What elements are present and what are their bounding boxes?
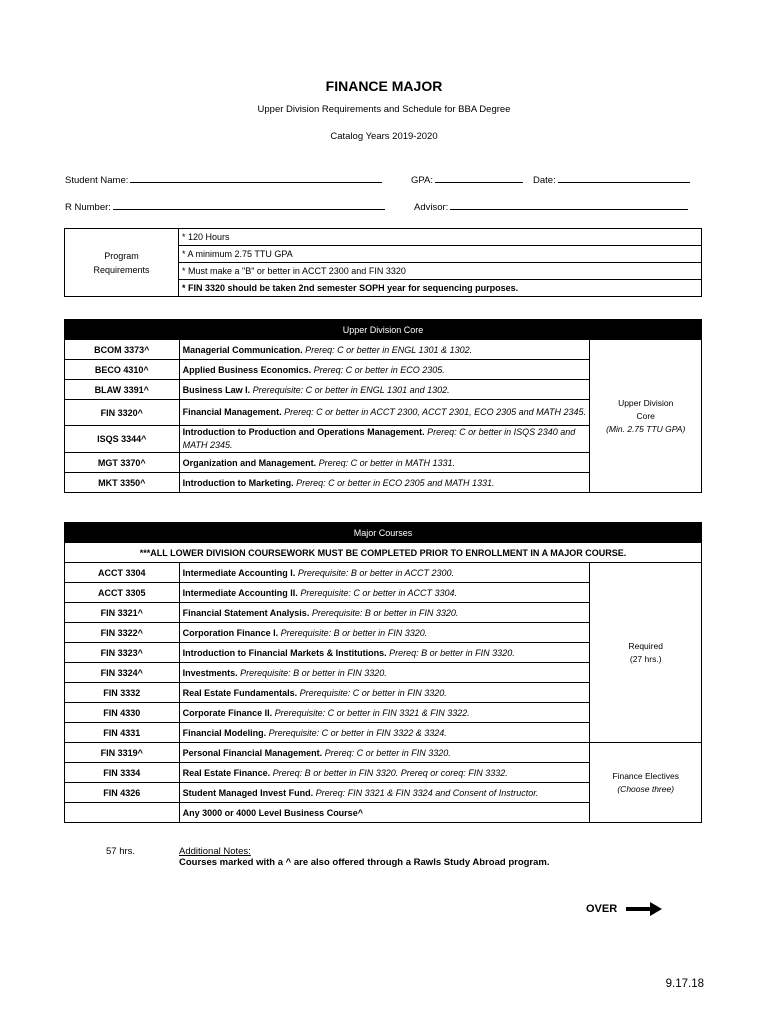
upper-core-side-label: Upper Division Core (Min. 2.75 TTU GPA)	[590, 340, 702, 493]
course-code	[65, 803, 180, 823]
course-code: FIN 3319^	[65, 743, 180, 763]
additional-notes	[179, 846, 550, 868]
course-description: Corporation Finance I. Prerequisite: B or better in FIN 3320.	[179, 623, 590, 643]
advisor-field[interactable]	[414, 200, 688, 213]
gpa-field[interactable]	[411, 173, 523, 186]
gpa-line[interactable]	[435, 173, 523, 183]
course-code: MKT 3350^	[65, 473, 180, 493]
course-description: Intermediate Accounting I. Prerequisite: B or better in ACCT 2300.	[179, 563, 590, 583]
course-description: Financial Statement Analysis. Prerequisite: B or better in FIN 3320.	[179, 603, 590, 623]
course-code: BLAW 3391^	[65, 380, 180, 400]
over-label: OVER	[586, 902, 618, 915]
program-requirements-table	[64, 228, 702, 297]
advisor-line[interactable]	[450, 200, 688, 210]
notes-label: Additional Notes:	[179, 846, 251, 857]
course-code: ACCT 3305	[65, 583, 180, 603]
course-code: FIN 4330	[65, 703, 180, 723]
major-courses-header: Major Courses	[65, 523, 702, 543]
over-indicator	[586, 902, 662, 916]
student-name-line[interactable]	[130, 173, 382, 183]
course-code: FIN 3322^	[65, 623, 180, 643]
catalog-years: Catalog Years 2019-2020	[330, 131, 438, 142]
course-code: BECO 4310^	[65, 360, 180, 380]
total-hours: 57 hrs.	[106, 846, 136, 857]
upper-division-core-table	[64, 319, 702, 493]
course-code: FIN 3332	[65, 683, 180, 703]
requirement-item: * Must make a "B" or better in ACCT 2300 and FIN 3320	[179, 263, 702, 280]
required-side-label: Required (27 hrs.)	[590, 563, 702, 743]
requirement-item: * FIN 3320 should be taken 2nd semester SOPH year for sequencing purposes.	[179, 280, 702, 297]
version-date: 9.17.18	[665, 978, 704, 990]
course-code: FIN 3323^	[65, 643, 180, 663]
course-code: BCOM 3373^	[65, 340, 180, 360]
course-description: Introduction to Production and Operations Management. Prereq: C or better in ISQS 2340 and MATH 2345.	[179, 426, 590, 453]
course-description: Applied Business Economics. Prereq: C or better in ECO 2305.	[179, 360, 590, 380]
course-description: Real Estate Finance. Prereq: B or better in FIN 3320. Prereq or coreq: FIN 3332.	[179, 763, 590, 783]
requirement-item: * 120 Hours	[179, 229, 702, 246]
course-code: FIN 3324^	[65, 663, 180, 683]
gpa-label: GPA:	[411, 175, 433, 186]
student-name-label: Student Name:	[65, 175, 129, 186]
major-courses-table	[64, 522, 702, 823]
course-description: Introduction to Financial Markets & Institutions. Prereq: B or better in FIN 3320.	[179, 643, 590, 663]
date-line[interactable]	[558, 173, 690, 183]
notes-text: Courses marked with a ^ are also offered through a Rawls Study Abroad program.	[179, 857, 550, 868]
course-description: Any 3000 or 4000 Level Business Course^	[179, 803, 590, 823]
date-label: Date:	[533, 175, 556, 186]
requirement-item: * A minimum 2.75 TTU GPA	[179, 246, 702, 263]
course-description: Business Law I. Prerequisite: C or better in ENGL 1301 and 1302.	[179, 380, 590, 400]
course-code: FIN 3334	[65, 763, 180, 783]
course-description: Intermediate Accounting II. Prerequisite: C or better in ACCT 3304.	[179, 583, 590, 603]
course-code: ACCT 3304	[65, 563, 180, 583]
course-description: Financial Modeling. Prerequisite: C or better in FIN 3322 & 3324.	[179, 723, 590, 743]
course-description: Student Managed Invest Fund. Prereq: FIN 3321 & FIN 3324 and Consent of Instructor.	[179, 783, 590, 803]
r-number-line[interactable]	[113, 200, 385, 210]
course-description: Investments. Prerequisite: B or better in FIN 3320.	[179, 663, 590, 683]
course-description: Real Estate Fundamentals. Prerequisite: C or better in FIN 3320.	[179, 683, 590, 703]
course-description: Personal Financial Management. Prereq: C or better in FIN 3320.	[179, 743, 590, 763]
advisor-label: Advisor:	[414, 202, 449, 213]
date-field[interactable]	[533, 173, 690, 186]
page-title: FINANCE MAJOR	[325, 78, 443, 94]
course-code: MGT 3370^	[65, 453, 180, 473]
r-number-field[interactable]	[65, 200, 385, 213]
lower-division-banner: ***ALL LOWER DIVISION COURSEWORK MUST BE COMPLETED PRIOR TO ENROLLMENT IN A MAJOR COURSE.	[65, 543, 702, 563]
course-code: FIN 3320^	[65, 400, 180, 426]
r-number-label: R Number:	[65, 202, 111, 213]
course-description: Corporate Finance II. Prerequisite: C or better in FIN 3321 & FIN 3322.	[179, 703, 590, 723]
course-code: FIN 4331	[65, 723, 180, 743]
page-subtitle: Upper Division Requirements and Schedule for BBA Degree	[257, 104, 511, 115]
course-code: FIN 4326	[65, 783, 180, 803]
arrow-right-icon	[626, 902, 662, 916]
electives-side-label: Finance Electives (Choose three)	[590, 743, 702, 823]
course-code: FIN 3321^	[65, 603, 180, 623]
course-description: Introduction to Marketing. Prereq: C or better in ECO 2305 and MATH 1331.	[179, 473, 590, 493]
program-requirements-label: Program Requirements	[65, 229, 179, 297]
course-code: ISQS 3344^	[65, 426, 180, 453]
course-description: Organization and Management. Prereq: C or better in MATH 1331.	[179, 453, 590, 473]
student-name-field[interactable]	[65, 173, 382, 186]
course-description: Managerial Communication. Prereq: C or better in ENGL 1301 & 1302.	[179, 340, 590, 360]
course-description: Financial Management. Prereq: C or better in ACCT 2300, ACCT 2301, ECO 2305 and MATH 2345.	[179, 400, 590, 426]
upper-core-header: Upper Division Core	[65, 320, 702, 340]
